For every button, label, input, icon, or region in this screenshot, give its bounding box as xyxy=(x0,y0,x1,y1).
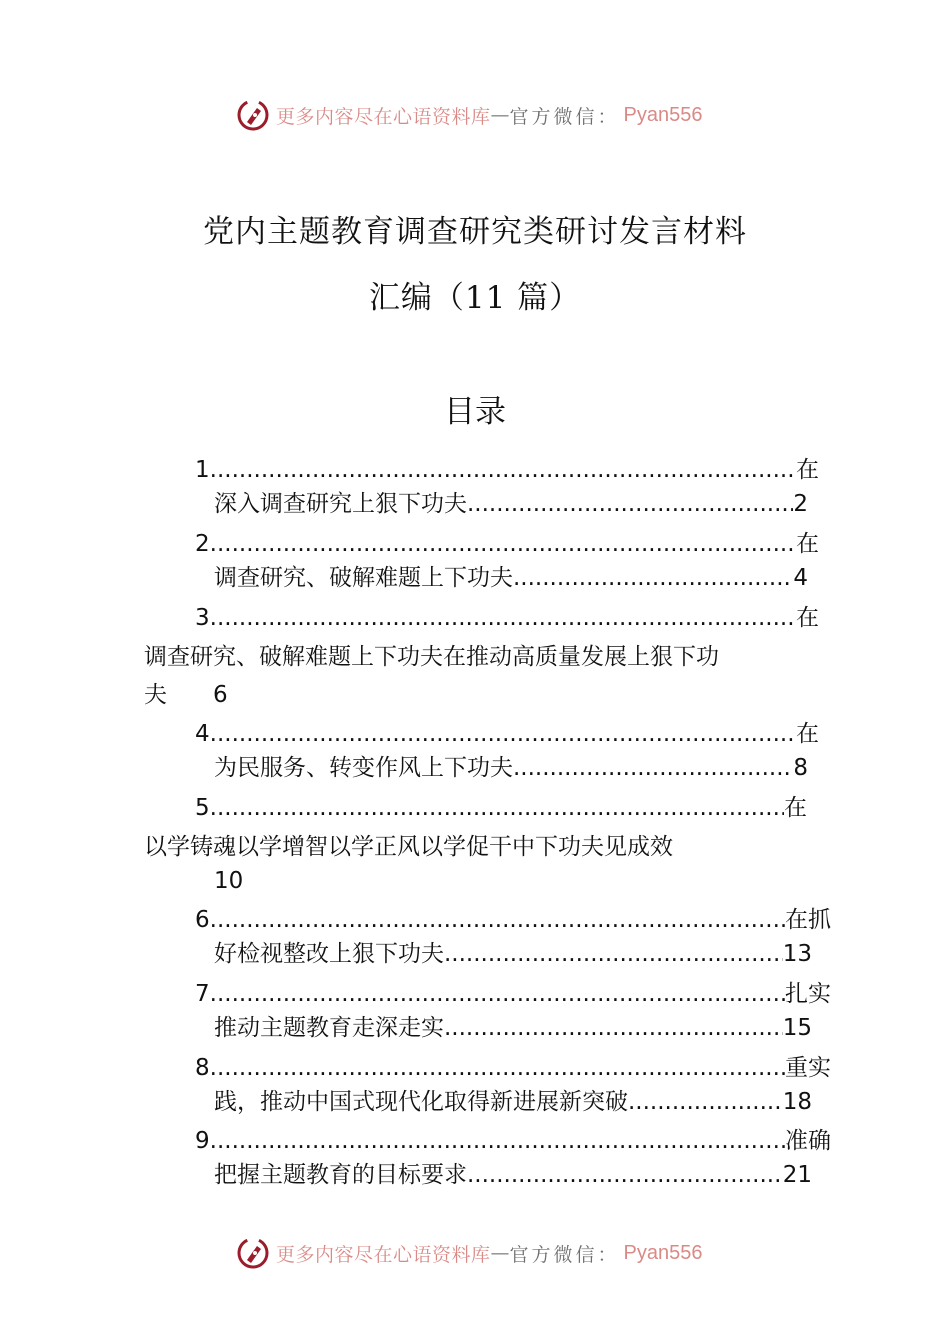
toc-entry-8-line1[interactable] xyxy=(195,1051,831,1085)
watermark-library-text: 更多内容尽在心语资料库 xyxy=(276,1243,491,1266)
toc-number: 9 xyxy=(195,1128,210,1154)
toc-entry-5-line3[interactable] xyxy=(214,864,243,898)
toc-entry-8-line2[interactable] xyxy=(214,1085,812,1119)
toc-text: 以学铸魂以学增智以学正风以学促干中下功夫见成效 xyxy=(144,834,673,860)
footer-watermark xyxy=(236,1233,703,1273)
toc-text-head: 重实 xyxy=(785,1055,831,1081)
toc-page: 4 xyxy=(793,565,808,591)
toc-entry-3-line1[interactable] xyxy=(195,601,819,635)
toc-text-head: 扎实 xyxy=(785,981,831,1007)
watermark-dash: — xyxy=(490,104,510,126)
toc-entry-9-line1[interactable] xyxy=(195,1124,831,1158)
document-title-line2: 汇编（11 篇） xyxy=(368,280,582,316)
leader-dots xyxy=(210,453,796,487)
toc-number: 8 xyxy=(195,1055,210,1081)
toc-page: 8 xyxy=(793,755,808,781)
watermark-wechat-id: Pyan556 xyxy=(623,1241,703,1264)
toc-text-head: 在 xyxy=(796,605,819,631)
watermark-wechat-id: Pyan556 xyxy=(623,103,703,126)
leader-dots xyxy=(210,527,796,561)
leader-dots xyxy=(444,1011,783,1045)
watermark-dash: — xyxy=(490,1242,510,1264)
toc-entry-9-line2[interactable] xyxy=(214,1158,812,1192)
toc-number: 7 xyxy=(195,981,210,1007)
toc-text-head: 在 xyxy=(796,721,819,747)
toc-text-head: 在 xyxy=(784,795,807,821)
toc-text: 好检视整改上狠下功夫 xyxy=(214,941,444,967)
toc-number: 4 xyxy=(195,721,210,747)
pen-nib-logo-icon xyxy=(236,98,270,132)
toc-entry-6-line1[interactable] xyxy=(195,903,831,937)
toc-page: 18 xyxy=(782,1089,812,1115)
toc-entry-3-line3[interactable] xyxy=(144,678,228,712)
leader-dots xyxy=(210,1124,785,1158)
watermark-library-text: 更多内容尽在心语资料库 xyxy=(276,105,491,128)
toc-number: 2 xyxy=(195,531,210,557)
toc-text: 调查研究、破解难题上下功夫在推动高质量发展上狠下功 xyxy=(144,644,719,670)
toc-page: 21 xyxy=(782,1162,812,1188)
document-title-line1: 党内主题教育调查研究类研讨发言材料 xyxy=(203,214,747,250)
toc-text: 深入调查研究上狠下功夫 xyxy=(214,491,467,517)
watermark-wechat-label: 官方微信： xyxy=(509,1243,620,1266)
leader-dots xyxy=(467,1158,783,1192)
watermark-wechat-label: 官方微信： xyxy=(509,105,620,128)
toc-text: 为民服务、转变作风上下功夫 xyxy=(214,755,513,781)
toc-heading: 目录 xyxy=(444,394,506,430)
toc-entry-7-line2[interactable] xyxy=(214,1011,812,1045)
toc-text: 夫 xyxy=(144,682,167,708)
toc-text-head: 在抓 xyxy=(785,907,831,933)
toc-number: 5 xyxy=(195,795,210,821)
toc-text: 把握主题教育的目标要求 xyxy=(214,1162,467,1188)
leader-dots xyxy=(210,717,796,751)
toc-entry-4-line1[interactable] xyxy=(195,717,819,751)
toc-entry-5-line1[interactable] xyxy=(195,791,807,825)
toc-text: 推动主题教育走深走实 xyxy=(214,1015,444,1041)
toc-page: 2 xyxy=(793,491,808,517)
toc-page: 6 xyxy=(213,682,228,708)
leader-dots xyxy=(513,751,793,785)
toc-number: 6 xyxy=(195,907,210,933)
leader-dots xyxy=(210,977,785,1011)
toc-text-head: 准确 xyxy=(785,1128,831,1154)
leader-dots xyxy=(210,791,784,825)
toc-page: 15 xyxy=(782,1015,812,1041)
toc-entry-1-line2[interactable] xyxy=(214,487,808,521)
header-watermark xyxy=(236,95,703,135)
leader-dots xyxy=(210,903,785,937)
toc-text-head: 在 xyxy=(796,457,819,483)
leader-dots xyxy=(444,937,783,971)
toc-page: 13 xyxy=(782,941,812,967)
pen-nib-logo-icon xyxy=(236,1236,270,1270)
leader-dots xyxy=(467,487,793,521)
leader-dots xyxy=(210,1051,785,1085)
toc-text: 调查研究、破解难题上下功夫 xyxy=(214,565,513,591)
toc-entry-6-line2[interactable] xyxy=(214,937,812,971)
toc-entry-2-line1[interactable] xyxy=(195,527,819,561)
toc-entry-4-line2[interactable] xyxy=(214,751,808,785)
toc-entry-2-line2[interactable] xyxy=(214,561,808,595)
toc-entry-3-line2[interactable] xyxy=(144,640,719,674)
toc-number: 1 xyxy=(195,457,210,483)
toc-entry-1-line1[interactable] xyxy=(195,453,819,487)
toc-entry-7-line1[interactable] xyxy=(195,977,831,1011)
toc-page: 10 xyxy=(214,868,244,894)
toc-text: 践，推动中国式现代化取得新进展新突破 xyxy=(214,1089,628,1115)
toc-text-head: 在 xyxy=(796,531,819,557)
leader-dots xyxy=(210,601,796,635)
toc-entry-5-line2[interactable] xyxy=(144,830,673,864)
leader-dots xyxy=(628,1085,783,1119)
toc-number: 3 xyxy=(195,605,210,631)
leader-dots xyxy=(513,561,793,595)
